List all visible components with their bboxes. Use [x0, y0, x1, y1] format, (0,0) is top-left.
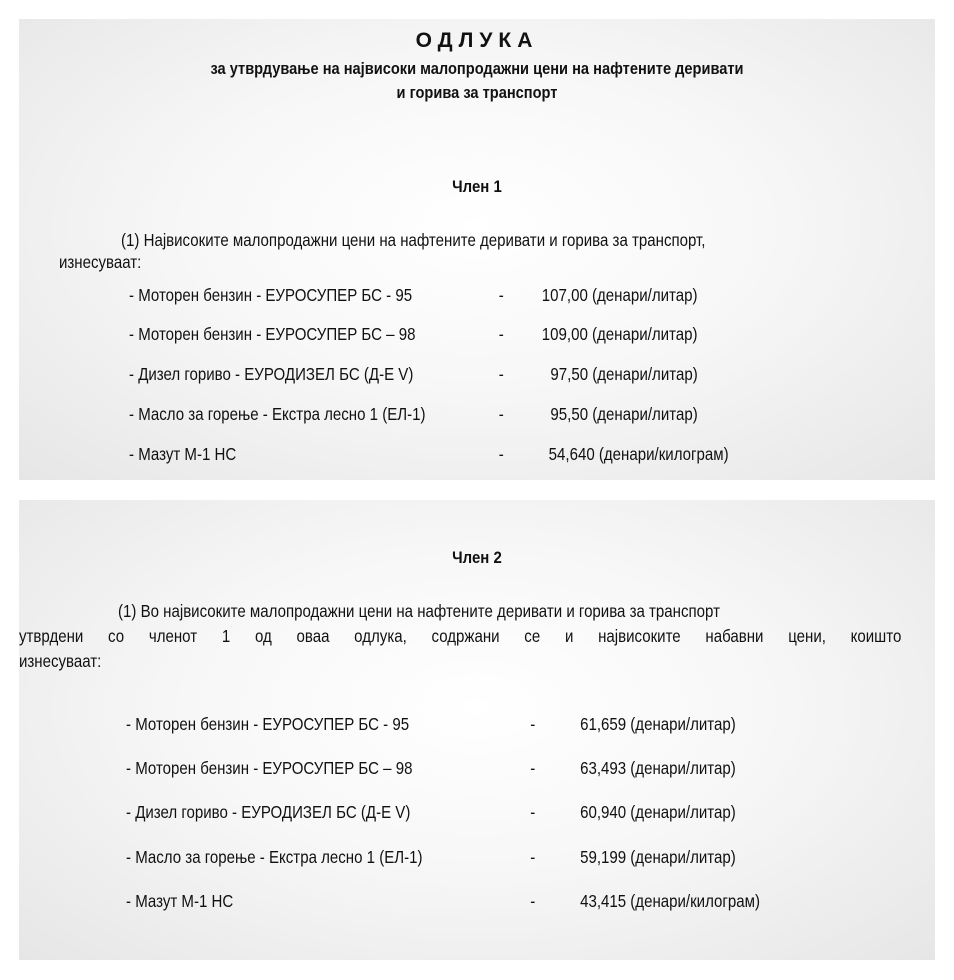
- price-value: 63,493 (денари/литар): [580, 758, 736, 778]
- article-1-paragraph-line-2: изнесуваат:: [59, 252, 142, 272]
- article-2-heading: Член 2: [452, 548, 502, 567]
- article-2-panel: [19, 500, 935, 960]
- separator-dash: -: [530, 758, 536, 778]
- article-2-paragraph-line-2: утврдени со членот 1 од оваа одлука, содржани се и највисоките набавни цени, коишто: [19, 626, 902, 646]
- product-name: - Масло за горење - Екстра лесно 1 (ЕЛ-1): [126, 847, 423, 867]
- price-value: 109,00 (денари/литар): [541, 324, 698, 344]
- price-value: 107,00 (денари/литар): [541, 285, 698, 305]
- separator-dash: -: [530, 802, 536, 822]
- separator-dash: -: [530, 891, 536, 911]
- price-value: 59,199 (денари/литар): [580, 847, 736, 867]
- product-name: - Моторен бензин - ЕУРОСУПЕР БС – 98: [126, 758, 413, 778]
- separator-dash: -: [498, 285, 504, 305]
- price-value: 61,659 (денари/литар): [580, 714, 736, 734]
- product-name: - Моторен бензин - ЕУРОСУПЕР БС – 98: [129, 324, 416, 344]
- price-value: 43,415 (денари/килограм): [580, 891, 761, 911]
- decision-title: ОДЛУКА: [415, 29, 539, 52]
- product-name: - Моторен бензин - ЕУРОСУПЕР БС - 95: [129, 285, 413, 305]
- price-value: 95,50 (денари/литар): [550, 404, 698, 424]
- separator-dash: -: [498, 444, 504, 464]
- product-name: - Дизел гориво - ЕУРОДИЗЕЛ БС (Д-Е V): [126, 802, 411, 822]
- product-name: - Дизел гориво - ЕУРОДИЗЕЛ БС (Д-Е V): [129, 364, 414, 384]
- article-2-paragraph-line-1: (1) Во највисоките малопродажни цени на нафтените деривати и горива за транспорт: [118, 601, 720, 621]
- article-1-heading: Член 1: [452, 177, 502, 196]
- separator-dash: -: [498, 404, 504, 424]
- separator-dash: -: [530, 714, 536, 734]
- product-name: - Моторен бензин - ЕУРОСУПЕР БС - 95: [126, 714, 410, 734]
- separator-dash: -: [498, 364, 504, 384]
- subtitle-line-1: за утврдување на највисоки малопродажни цени на нафтените деривати: [210, 59, 744, 78]
- article-2-paragraph-line-3: изнесуваат:: [19, 651, 102, 671]
- article-1-panel: [19, 19, 935, 480]
- decision-subtitle: [83, 57, 871, 105]
- separator-dash: -: [498, 324, 504, 344]
- separator-dash: -: [530, 847, 536, 867]
- article-1-paragraph-line-1: (1) Највисоките малопродажни цени на нафтените деривати и горива за транспорт,: [121, 230, 706, 250]
- product-name: - Мазут М-1 НС: [129, 444, 237, 464]
- product-name: - Масло за горење - Екстра лесно 1 (ЕЛ-1): [129, 404, 426, 424]
- price-value: 54,640 (денари/килограм): [548, 444, 729, 464]
- price-value: 60,940 (денари/литар): [580, 802, 736, 822]
- product-name: - Мазут М-1 НС: [126, 891, 234, 911]
- price-value: 97,50 (денари/литар): [550, 364, 698, 384]
- subtitle-line-2: и горива за транспорт: [396, 83, 558, 102]
